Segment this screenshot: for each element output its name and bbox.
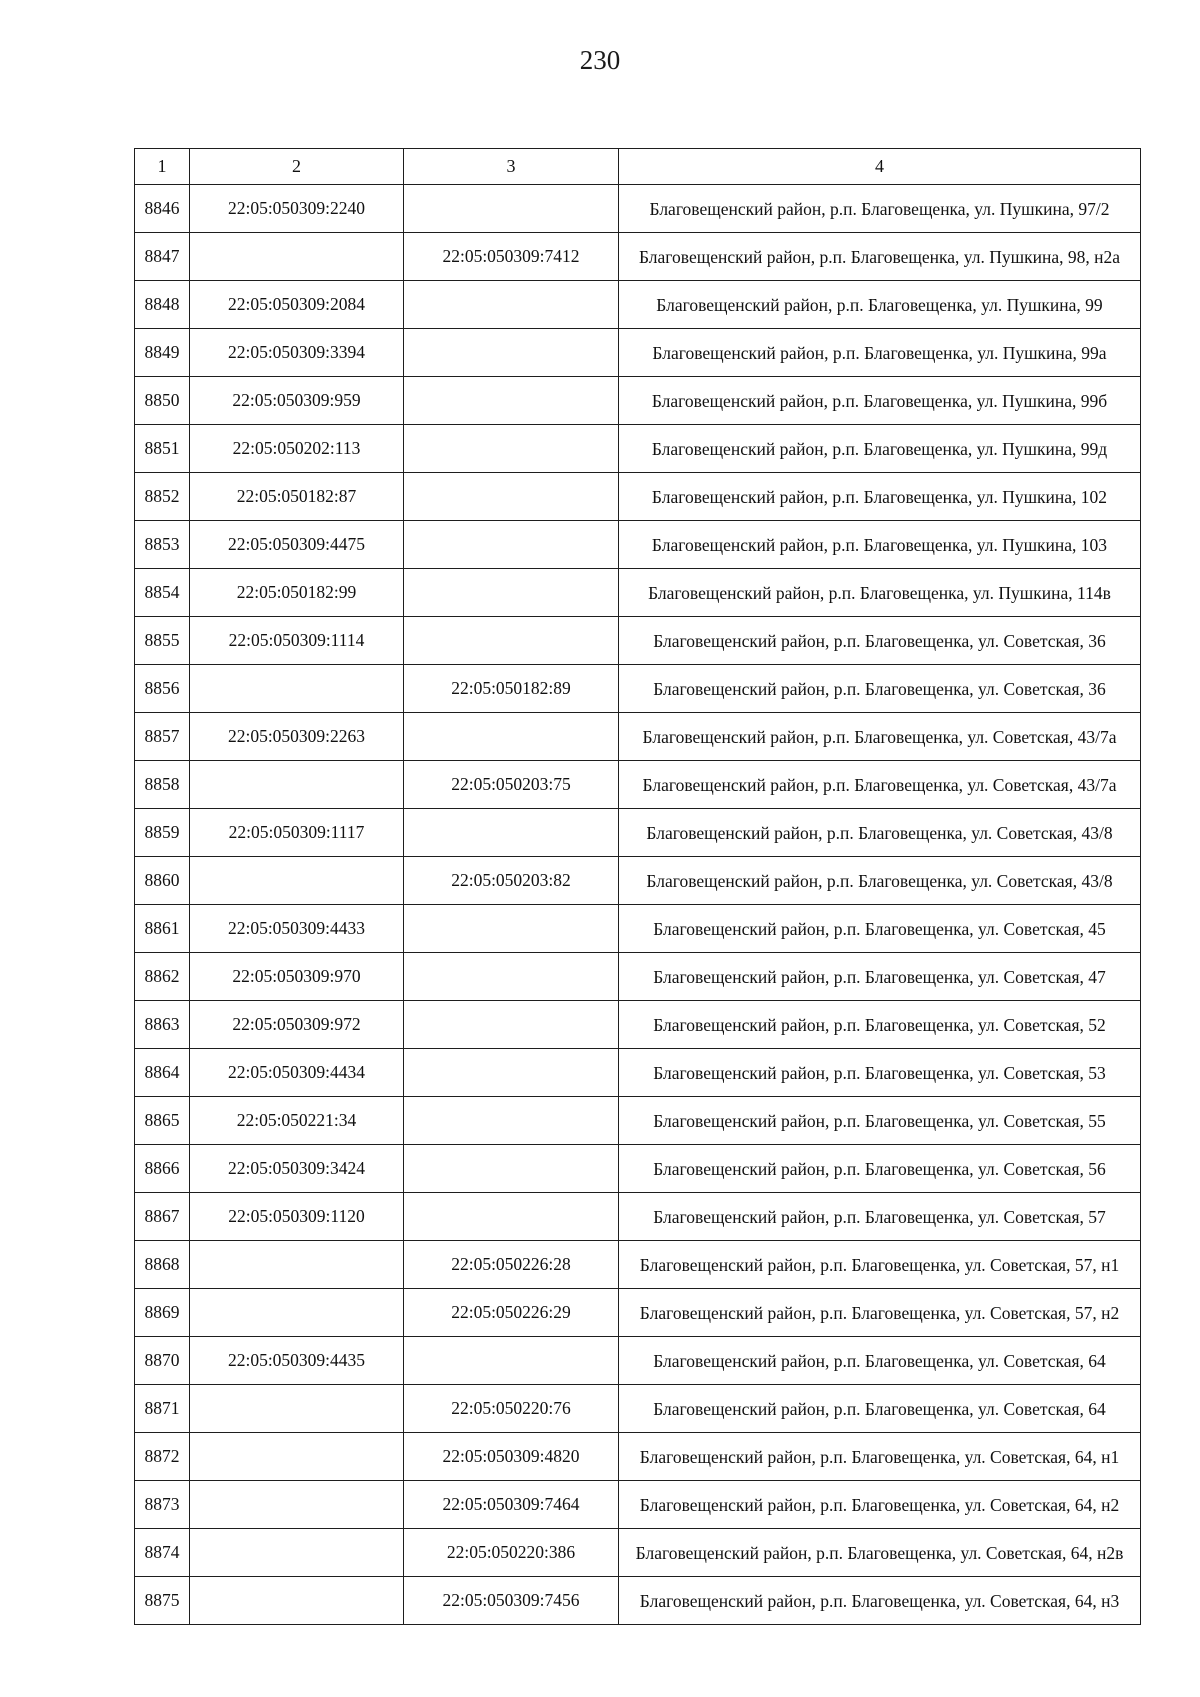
address-cell: Благовещенский район, р.п. Благовещенка, ул. Пушкина, 97/2 xyxy=(619,185,1141,233)
cadastral-number-cell: 22:05:050309:1117 xyxy=(190,809,404,857)
table-row xyxy=(135,233,1141,281)
cadastral-number-cell: 22:05:050309:3394 xyxy=(190,329,404,377)
cadastral-number-cell: 22:05:050182:87 xyxy=(190,473,404,521)
address-cell: Благовещенский район, р.п. Благовещенка, ул. Советская, 53 xyxy=(619,1049,1141,1097)
cadastral-number-alt-cell xyxy=(404,905,619,953)
cadastral-number-cell xyxy=(190,857,404,905)
table-row xyxy=(135,953,1141,1001)
table-row xyxy=(135,857,1141,905)
cadastral-number-cell: 22:05:050309:2263 xyxy=(190,713,404,761)
cadastral-number-cell xyxy=(190,1433,404,1481)
table-row xyxy=(135,809,1141,857)
table-row xyxy=(135,1145,1141,1193)
cadastral-number-cell xyxy=(190,761,404,809)
cadastral-number-alt-cell: 22:05:050203:82 xyxy=(404,857,619,905)
cadastral-number-alt-cell xyxy=(404,1145,619,1193)
cadastral-number-cell: 22:05:050309:970 xyxy=(190,953,404,1001)
cadastral-number-alt-cell: 22:05:050309:7456 xyxy=(404,1577,619,1625)
cadastral-number-alt-cell xyxy=(404,185,619,233)
address-cell: Благовещенский район, р.п. Благовещенка, ул. Пушкина, 114в xyxy=(619,569,1141,617)
row-number-cell: 8847 xyxy=(135,233,190,281)
cadastral-number-cell: 22:05:050309:3424 xyxy=(190,1145,404,1193)
address-cell: Благовещенский район, р.п. Благовещенка, ул. Советская, 52 xyxy=(619,1001,1141,1049)
table-row xyxy=(135,1001,1141,1049)
row-number-cell: 8856 xyxy=(135,665,190,713)
row-number-cell: 8875 xyxy=(135,1577,190,1625)
cadastral-number-cell: 22:05:050182:99 xyxy=(190,569,404,617)
row-number-cell: 8870 xyxy=(135,1337,190,1385)
cadastral-number-cell xyxy=(190,1481,404,1529)
address-cell: Благовещенский район, р.п. Благовещенка, ул. Советская, 57, н2 xyxy=(619,1289,1141,1337)
row-number-cell: 8868 xyxy=(135,1241,190,1289)
cadastral-number-alt-cell: 22:05:050309:7412 xyxy=(404,233,619,281)
table-row xyxy=(135,473,1141,521)
address-cell: Благовещенский район, р.п. Благовещенка, ул. Советская, 64, н2в xyxy=(619,1529,1141,1577)
address-cell: Благовещенский район, р.п. Благовещенка, ул. Советская, 43/8 xyxy=(619,857,1141,905)
table-row xyxy=(135,1289,1141,1337)
cadastral-number-alt-cell xyxy=(404,521,619,569)
cadastral-number-cell: 22:05:050309:4475 xyxy=(190,521,404,569)
cadastral-number-cell xyxy=(190,1385,404,1433)
cadastral-number-alt-cell xyxy=(404,569,619,617)
address-cell: Благовещенский район, р.п. Благовещенка, ул. Пушкина, 98, н2а xyxy=(619,233,1141,281)
address-cell: Благовещенский район, р.п. Благовещенка, ул. Советская, 64, н3 xyxy=(619,1577,1141,1625)
cadastral-number-alt-cell xyxy=(404,329,619,377)
table-row xyxy=(135,1433,1141,1481)
table-row xyxy=(135,425,1141,473)
address-cell: Благовещенский район, р.п. Благовещенка, ул. Советская, 64 xyxy=(619,1385,1141,1433)
address-cell: Благовещенский район, р.п. Благовещенка, ул. Пушкина, 103 xyxy=(619,521,1141,569)
cadastral-number-alt-cell: 22:05:050203:75 xyxy=(404,761,619,809)
cadastral-number-cell: 22:05:050309:4435 xyxy=(190,1337,404,1385)
cadastral-number-alt-cell xyxy=(404,425,619,473)
table-row xyxy=(135,329,1141,377)
row-number-cell: 8851 xyxy=(135,425,190,473)
cadastral-number-cell xyxy=(190,1241,404,1289)
address-cell: Благовещенский район, р.п. Благовещенка, ул. Советская, 57 xyxy=(619,1193,1141,1241)
row-number-cell: 8846 xyxy=(135,185,190,233)
cadastral-number-cell: 22:05:050309:2084 xyxy=(190,281,404,329)
address-cell: Благовещенский район, р.п. Благовещенка, ул. Советская, 55 xyxy=(619,1097,1141,1145)
cadastral-number-alt-cell xyxy=(404,1049,619,1097)
address-cell: Благовещенский район, р.п. Благовещенка, ул. Советская, 36 xyxy=(619,665,1141,713)
table-row xyxy=(135,617,1141,665)
address-cell: Благовещенский район, р.п. Благовещенка, ул. Советская, 43/7а xyxy=(619,761,1141,809)
cadastral-number-alt-cell xyxy=(404,1193,619,1241)
cadastral-number-alt-cell xyxy=(404,1001,619,1049)
row-number-cell: 8871 xyxy=(135,1385,190,1433)
cadastral-number-cell: 22:05:050309:972 xyxy=(190,1001,404,1049)
table-row xyxy=(135,185,1141,233)
address-cell: Благовещенский район, р.п. Благовещенка, ул. Советская, 43/7а xyxy=(619,713,1141,761)
row-number-cell: 8854 xyxy=(135,569,190,617)
table-row xyxy=(135,281,1141,329)
row-number-cell: 8850 xyxy=(135,377,190,425)
cadastral-number-cell: 22:05:050221:34 xyxy=(190,1097,404,1145)
table-row xyxy=(135,569,1141,617)
address-cell: Благовещенский район, р.п. Благовещенка, ул. Советская, 36 xyxy=(619,617,1141,665)
row-number-cell: 8859 xyxy=(135,809,190,857)
header-col-1: 1 xyxy=(135,149,190,185)
table-row xyxy=(135,665,1141,713)
cadastral-number-alt-cell xyxy=(404,809,619,857)
table-row xyxy=(135,1193,1141,1241)
address-cell: Благовещенский район, р.п. Благовещенка, ул. Пушкина, 102 xyxy=(619,473,1141,521)
address-cell: Благовещенский район, р.п. Благовещенка, ул. Советская, 57, н1 xyxy=(619,1241,1141,1289)
cadastral-number-alt-cell: 22:05:050220:76 xyxy=(404,1385,619,1433)
cadastral-number-alt-cell: 22:05:050182:89 xyxy=(404,665,619,713)
cadastral-number-cell: 22:05:050309:2240 xyxy=(190,185,404,233)
table-body xyxy=(135,185,1141,1625)
row-number-cell: 8852 xyxy=(135,473,190,521)
address-cell: Благовещенский район, р.п. Благовещенка, ул. Советская, 64, н1 xyxy=(619,1433,1141,1481)
table-row xyxy=(135,1385,1141,1433)
cadastral-number-alt-cell xyxy=(404,1097,619,1145)
cadastral-number-cell xyxy=(190,1577,404,1625)
row-number-cell: 8862 xyxy=(135,953,190,1001)
cadastral-number-cell xyxy=(190,1529,404,1577)
row-number-cell: 8853 xyxy=(135,521,190,569)
cadastral-number-alt-cell: 22:05:050309:7464 xyxy=(404,1481,619,1529)
table-row xyxy=(135,1097,1141,1145)
table-row xyxy=(135,1481,1141,1529)
cadastral-number-cell: 22:05:050309:4433 xyxy=(190,905,404,953)
cadastral-number-alt-cell xyxy=(404,953,619,1001)
cadastral-number-alt-cell xyxy=(404,473,619,521)
row-number-cell: 8873 xyxy=(135,1481,190,1529)
cadastral-number-alt-cell xyxy=(404,713,619,761)
row-number-cell: 8863 xyxy=(135,1001,190,1049)
row-number-cell: 8866 xyxy=(135,1145,190,1193)
address-cell: Благовещенский район, р.п. Благовещенка, ул. Пушкина, 99б xyxy=(619,377,1141,425)
cadastral-number-alt-cell: 22:05:050220:386 xyxy=(404,1529,619,1577)
table-row xyxy=(135,1241,1141,1289)
row-number-cell: 8864 xyxy=(135,1049,190,1097)
table-row xyxy=(135,761,1141,809)
cadastral-number-alt-cell xyxy=(404,617,619,665)
header-row xyxy=(135,149,1141,185)
cadastral-number-cell: 22:05:050309:4434 xyxy=(190,1049,404,1097)
address-cell: Благовещенский район, р.п. Благовещенка, ул. Советская, 47 xyxy=(619,953,1141,1001)
address-cell: Благовещенский район, р.п. Благовещенка, ул. Советская, 64, н2 xyxy=(619,1481,1141,1529)
table-row xyxy=(135,521,1141,569)
row-number-cell: 8849 xyxy=(135,329,190,377)
cadastral-number-alt-cell xyxy=(404,377,619,425)
cadastral-number-alt-cell: 22:05:050309:4820 xyxy=(404,1433,619,1481)
table-row xyxy=(135,905,1141,953)
address-cell: Благовещенский район, р.п. Благовещенка, ул. Пушкина, 99д xyxy=(619,425,1141,473)
cadastral-number-cell: 22:05:050202:113 xyxy=(190,425,404,473)
cadastral-number-alt-cell: 22:05:050226:29 xyxy=(404,1289,619,1337)
table-row xyxy=(135,1529,1141,1577)
cadastral-number-alt-cell xyxy=(404,1337,619,1385)
row-number-cell: 8869 xyxy=(135,1289,190,1337)
address-cell: Благовещенский район, р.п. Благовещенка, ул. Советская, 64 xyxy=(619,1337,1141,1385)
table-header xyxy=(135,149,1141,185)
table-row xyxy=(135,713,1141,761)
row-number-cell: 8872 xyxy=(135,1433,190,1481)
cadastral-number-cell: 22:05:050309:959 xyxy=(190,377,404,425)
cadastral-number-cell xyxy=(190,665,404,713)
address-cell: Благовещенский район, р.п. Благовещенка, ул. Пушкина, 99а xyxy=(619,329,1141,377)
cadastral-number-alt-cell xyxy=(404,281,619,329)
table-row xyxy=(135,1577,1141,1625)
row-number-cell: 8867 xyxy=(135,1193,190,1241)
cadastral-number-cell: 22:05:050309:1120 xyxy=(190,1193,404,1241)
row-number-cell: 8861 xyxy=(135,905,190,953)
address-cell: Благовещенский район, р.п. Благовещенка, ул. Советская, 43/8 xyxy=(619,809,1141,857)
row-number-cell: 8855 xyxy=(135,617,190,665)
row-number-cell: 8858 xyxy=(135,761,190,809)
property-register-table xyxy=(134,148,1141,1625)
row-number-cell: 8848 xyxy=(135,281,190,329)
header-col-4: 4 xyxy=(619,149,1141,185)
header-col-2: 2 xyxy=(190,149,404,185)
address-cell: Благовещенский район, р.п. Благовещенка, ул. Советская, 56 xyxy=(619,1145,1141,1193)
row-number-cell: 8874 xyxy=(135,1529,190,1577)
cadastral-number-cell xyxy=(190,233,404,281)
address-cell: Благовещенский район, р.п. Благовещенка, ул. Советская, 45 xyxy=(619,905,1141,953)
header-col-3: 3 xyxy=(404,149,619,185)
cadastral-number-cell: 22:05:050309:1114 xyxy=(190,617,404,665)
cadastral-number-alt-cell: 22:05:050226:28 xyxy=(404,1241,619,1289)
row-number-cell: 8865 xyxy=(135,1097,190,1145)
row-number-cell: 8860 xyxy=(135,857,190,905)
table-row xyxy=(135,1049,1141,1097)
table-row xyxy=(135,377,1141,425)
row-number-cell: 8857 xyxy=(135,713,190,761)
cadastral-number-cell xyxy=(190,1289,404,1337)
address-cell: Благовещенский район, р.п. Благовещенка, ул. Пушкина, 99 xyxy=(619,281,1141,329)
table-row xyxy=(135,1337,1141,1385)
page-number: 230 xyxy=(579,45,621,75)
